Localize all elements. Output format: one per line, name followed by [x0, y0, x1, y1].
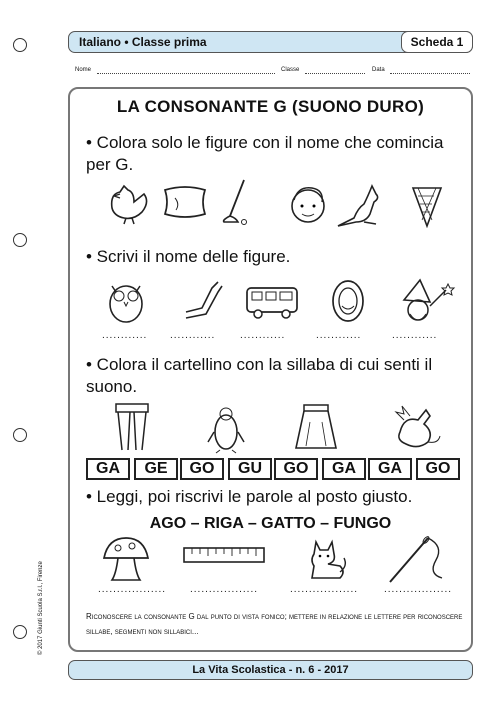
mouth-icon[interactable]: [330, 278, 366, 324]
ruler-icon[interactable]: [182, 546, 266, 564]
dragon-icon[interactable]: [390, 402, 442, 452]
legs-icon[interactable]: [108, 402, 156, 454]
cat-icon[interactable]: [300, 536, 350, 582]
date-label: Data: [372, 67, 385, 73]
binder-hole: [13, 233, 27, 247]
syllable-card[interactable]: GA: [86, 458, 130, 480]
kangaroo-icon[interactable]: [336, 182, 386, 228]
student-fields: [75, 65, 475, 79]
binder-hole: [13, 625, 27, 639]
header-title: Italiano • Classe prima: [79, 35, 207, 49]
syllable-card[interactable]: GO: [416, 458, 460, 480]
needle-icon[interactable]: [388, 530, 446, 584]
sheet-number: Scheda 1: [401, 31, 473, 53]
syllable-card[interactable]: GO: [274, 458, 318, 480]
answer-blank[interactable]: ..................: [290, 584, 359, 595]
instruction-3: • Colora il cartellino con la sillaba di cui senti il suono.: [86, 355, 433, 396]
learning-objective-note: Riconoscere la consonante G dal punto di vista fonico; mettere in relazione le lettere per riconoscere sillabe, segmenti non sillabici...: [86, 612, 463, 636]
instruction-4: • Leggi, poi riscrivi le parole al posto giusto.: [86, 487, 413, 506]
answer-blank[interactable]: ............: [316, 330, 362, 341]
syllable-card[interactable]: GO: [180, 458, 224, 480]
pillow-icon[interactable]: [160, 182, 210, 222]
binder-hole: [13, 38, 27, 52]
mushroom-icon[interactable]: [100, 536, 152, 582]
header-bar: [68, 31, 473, 53]
syllable-card[interactable]: GA: [368, 458, 412, 480]
class-label: Classe: [281, 67, 300, 73]
bus-icon[interactable]: [244, 284, 300, 320]
worksheet-title: LA CONSONANTE G (SUONO DURO): [116, 97, 425, 116]
ice-cream-cone-icon[interactable]: [410, 182, 444, 228]
class-field[interactable]: [305, 73, 365, 74]
syllable-card[interactable]: GA: [322, 458, 366, 480]
skirt-icon[interactable]: [294, 402, 338, 452]
wizard-gnome-icon[interactable]: [396, 276, 458, 326]
owl-icon[interactable]: [104, 276, 148, 326]
syllable-card[interactable]: GE: [134, 458, 178, 480]
answer-blank[interactable]: ............: [102, 330, 148, 341]
golf-club-icon[interactable]: [216, 178, 252, 226]
elbow-icon[interactable]: [182, 276, 226, 322]
rooster-icon[interactable]: [104, 180, 152, 226]
syllable-card[interactable]: GU: [228, 458, 272, 480]
penguin-icon[interactable]: [206, 404, 246, 454]
footer-bar: La Vita Scolastica - n. 6 - 2017: [68, 660, 473, 680]
answer-blank[interactable]: ............: [392, 330, 438, 341]
answer-blank[interactable]: ..................: [384, 584, 453, 595]
answer-blank[interactable]: ............: [170, 330, 216, 341]
date-field[interactable]: [390, 73, 470, 74]
name-label: Nome: [75, 67, 92, 73]
word-list: AGO – RIGA – GATTO – FUNGO: [149, 515, 392, 532]
child-face-icon[interactable]: [288, 182, 328, 226]
answer-blank[interactable]: ..................: [190, 584, 259, 595]
answer-blank[interactable]: ............: [240, 330, 286, 341]
answer-blank[interactable]: ..................: [98, 584, 167, 595]
name-field[interactable]: [97, 73, 275, 74]
copyright-credit: © 2017 Giunti Scuola S.r.l., Firenze: [38, 561, 44, 655]
binder-hole: [13, 428, 27, 442]
instruction-2: • Scrivi il nome delle figure.: [86, 247, 291, 266]
instruction-1: • Colora solo le figure con il nome che comincia per G.: [86, 133, 444, 174]
